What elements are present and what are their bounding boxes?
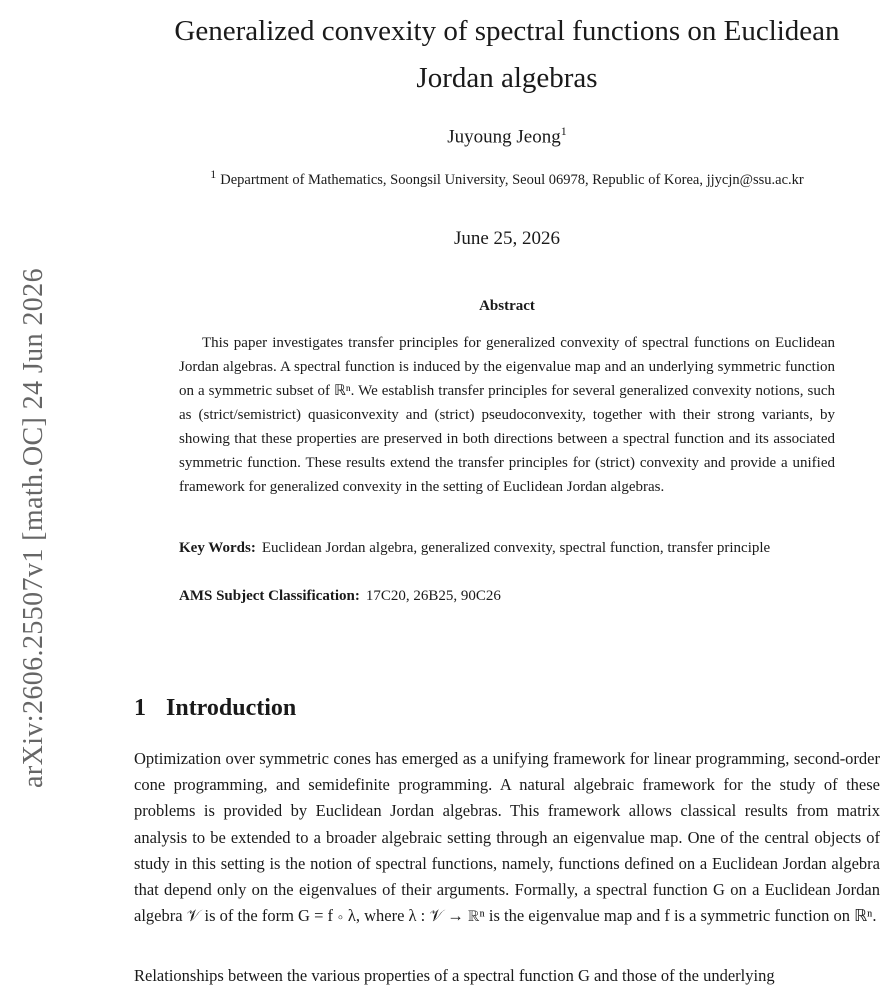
keywords-text: Euclidean Jordan algebra, generalized convexity, spectral function, transfer principle [261,540,771,556]
intro-paragraph-1: Optimization over symmetric cones has emerged as a unifying framework for linear programming, second-order cone programming, and semidefinite programming. A natural algebraic framework for the study of these problems is provided by Euclidean Jordan algebras. This framework allows classical results from matrix analysis to be extended to a broader algebraic setting through an eigenvalue map. One of the central objects of study in this setting is the notion of spectral functions, namely, functions defined on a Euclidean Jordan algebra that depend only on the eigenvalues of their arguments. Formally, a spectral function G on a Euclidean Jordan algebra 𝒱 is of the form G = f ∘ λ, where λ : 𝒱 → ℝⁿ is the eigenvalue map and f is a symmetric function on ℝⁿ. [134,749,880,926]
ams-text: 17C20, 26B25, 90C26 [365,588,501,604]
author-affil-mark: 1 [560,124,567,138]
affiliation-mark: 1 [210,167,217,181]
affiliation-text: Department of Mathematics, Soongsil University, Seoul 06978, Republic of Korea, jjycjn@ssu.ac.kr [220,171,804,188]
arxiv-identifier: arXiv:2606.25507v1 [math.OC] 24 Jun 2026 [18,267,49,788]
abstract-heading: Abstract [479,298,535,314]
abstract-body: This paper investigates transfer principles for generalized convexity of spectral functions on Euclidean Jordan algebras. A spectral function is induced by the eigenvalue map and an underlying symmetric function on a symmetric subset of ℝⁿ. We establish transfer principles for several generalized convexity notions, such as (strict/semistrict) quasiconvexity and (strict) pseudoconvexity, together with their strong variants, by showing that these properties are preserved in both directions between a spectral function and its associated symmetric function. These results extend the transfer principles for (strict) convexity and provide a unified framework for generalized convexity in the setting of Euclidean Jordan algebras. [179,335,835,495]
author-name: Juyoung Jeong [447,126,561,148]
section-title: Introduction [166,695,297,721]
author-line [134,124,880,148]
ams-label: AMS Subject Classification: [179,588,360,604]
ams-classification [179,584,835,608]
keywords-label: Key Words: [179,540,256,556]
section-number: 1 [134,695,146,721]
keywords [179,536,835,560]
affiliation [134,167,880,189]
arxiv-identifier-strip [8,205,60,850]
intro-paragraph-2: Relationships between the various properties of a spectral function G and those of the underlying [134,966,775,985]
paper-date: June 25, 2026 [453,228,561,249]
paper-title: Generalized convexity of spectral functions on Euclidean Jordan algebras [174,15,840,94]
section-heading [134,695,296,722]
